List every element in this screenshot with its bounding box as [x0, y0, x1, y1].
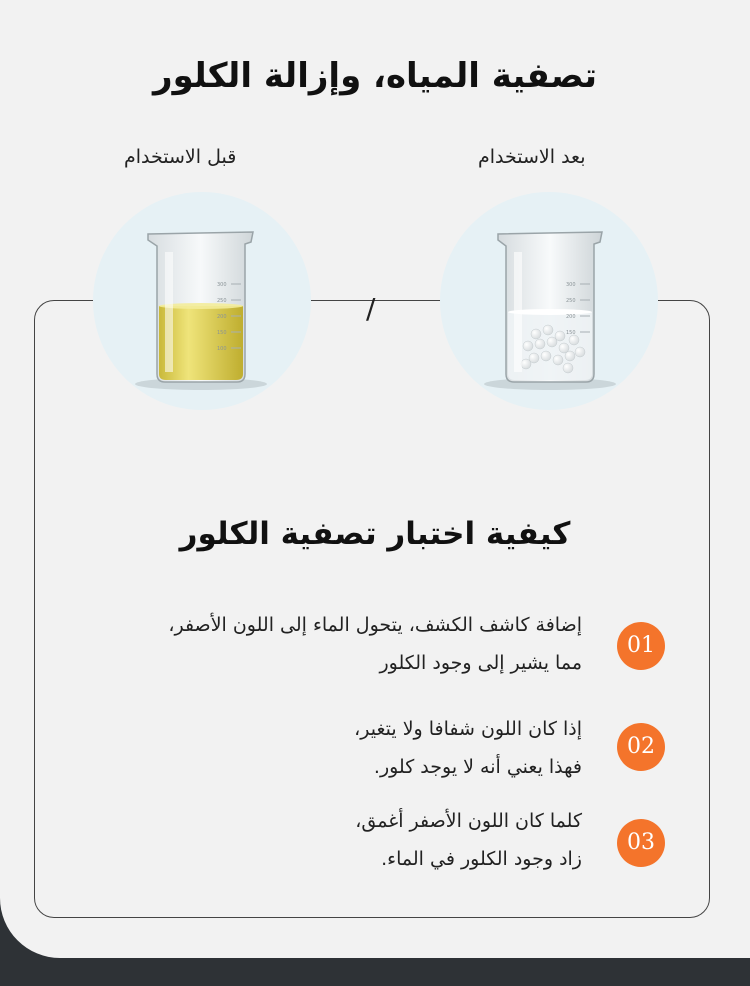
clear-water-beaker-icon: [440, 192, 658, 410]
after-mark-150: 150: [566, 330, 576, 336]
before-mark-250: 250: [217, 298, 227, 304]
page-title: تصفية المياه، وإزالة الكلور: [153, 56, 597, 96]
step-line: إضافة كاشف الكشف، يتحول الماء إلى اللون الأصفر،: [168, 614, 582, 636]
step-text: [62, 606, 582, 682]
step-text: [62, 802, 582, 878]
before-use-label: قبل الاستخدام: [124, 146, 237, 168]
after-mark-250: 250: [566, 298, 576, 304]
before-beaker-circle: [93, 192, 311, 410]
yellow-water-beaker-icon: [93, 192, 311, 410]
step-line: زاد وجود الكلور في الماء.: [381, 848, 582, 870]
before-mark-300: 300: [217, 282, 227, 288]
before-mark-200: 200: [217, 314, 227, 320]
after-beaker-circle: [440, 192, 658, 410]
comparison-separator: /: [366, 292, 376, 325]
step-line: مما يشير إلى وجود الكلور: [379, 652, 582, 674]
step-number-badge: 01: [617, 622, 665, 670]
step-line: كلما كان اللون الأصفر أغمق،: [355, 810, 582, 832]
after-mark-200: 200: [566, 314, 576, 320]
step-line: إذا كان اللون شفافا ولا يتغير،: [354, 718, 582, 740]
after-use-label: بعد الاستخدام: [478, 146, 586, 168]
after-mark-300: 300: [566, 282, 576, 288]
step-number-badge: 03: [617, 819, 665, 867]
step-text: [62, 710, 582, 786]
before-mark-150: 150: [217, 330, 227, 336]
step-line: فهذا يعني أنه لا يوجد كلور.: [373, 756, 582, 778]
section-title: كيفية اختبار تصفية الكلور: [179, 516, 571, 552]
before-mark-100: 100: [217, 346, 227, 352]
step-number-badge: 02: [617, 723, 665, 771]
